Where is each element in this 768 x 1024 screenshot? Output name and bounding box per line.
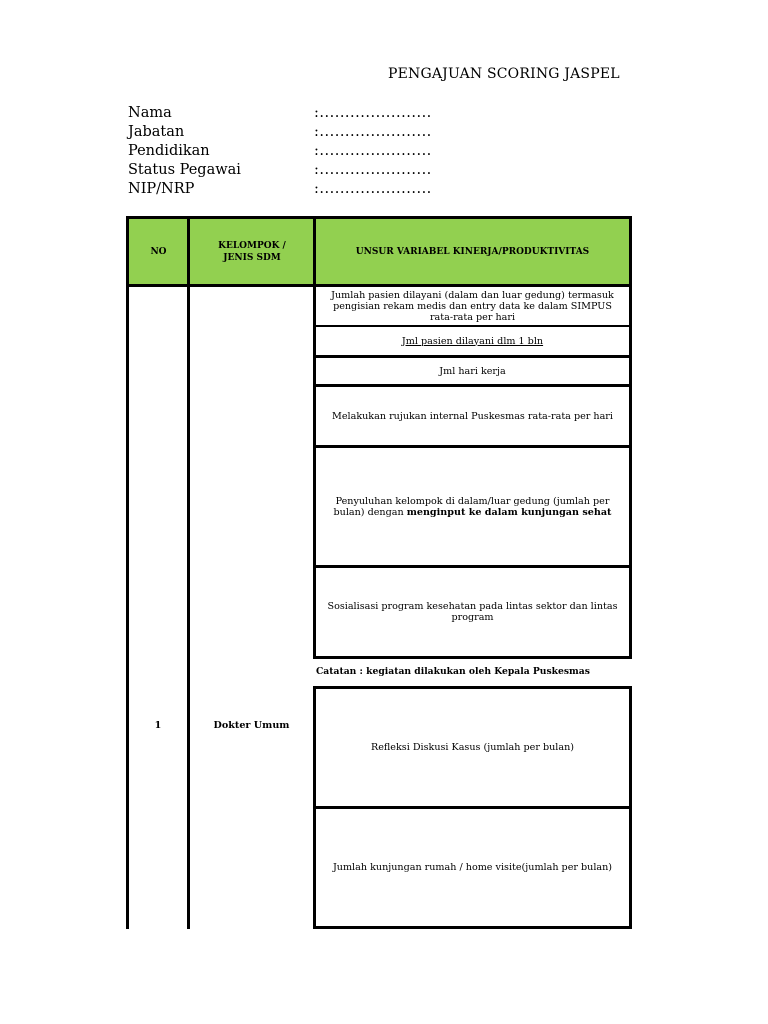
item-refleksi: Refleksi Diskusi Kasus (jumlah per bulan) xyxy=(370,742,574,753)
table-cell xyxy=(316,287,629,325)
item-jml-hari-kerja: Jml hari kerja xyxy=(439,365,506,377)
table-cell xyxy=(316,448,629,565)
table-border xyxy=(126,216,129,929)
field-label: Pendidikan xyxy=(128,143,210,159)
table-cell xyxy=(316,387,629,445)
field-pendidikan xyxy=(128,142,432,161)
table-cell xyxy=(316,568,629,656)
identity-fields xyxy=(128,104,432,199)
item-sosialisasi: Sosialisasi program kesehatan pada lintas sektor dan lintas program xyxy=(327,601,618,623)
field-nip-nrp xyxy=(128,180,432,199)
header-kelompok xyxy=(190,219,314,285)
table-cell xyxy=(316,358,629,384)
field-nama xyxy=(128,104,432,123)
field-status-pegawai xyxy=(128,161,432,180)
item-penyuluhan-bold: menginput ke dalam kunjungan sehat xyxy=(406,506,612,518)
table-border xyxy=(187,216,190,929)
table-cell xyxy=(316,809,629,926)
header-unsur xyxy=(316,219,629,285)
row-number: 1 xyxy=(154,720,162,731)
item-penyuluhan-text: Penyuluhan kelompok di dalam/luar gedung (jumlah per bulan) dengan xyxy=(333,495,610,518)
field-value: :...................... xyxy=(314,105,432,121)
table-border xyxy=(313,656,632,659)
field-label: Nama xyxy=(128,105,172,121)
table-cell xyxy=(316,327,629,355)
item-penyuluhan xyxy=(322,496,623,518)
field-value: :...................... xyxy=(314,143,432,159)
document-title: PENGAJUAN SCORING JASPEL xyxy=(388,66,620,82)
item-jumlah-pasien: Jumlah pasien dilayani (dalam dan luar gedung) termasuk pengisian rekam medis dan entry data ke dalam SIMPUS rata-rata per hari xyxy=(331,289,614,323)
note-text: Catatan : kegiatan dilakukan oleh Kepala Puskesmas xyxy=(316,666,590,677)
field-value: :...................... xyxy=(314,124,432,140)
header-kelompok-label: KELOMPOK / JENIS SDM xyxy=(218,241,286,263)
item-rujukan-internal: Melakukan rujukan internal Puskesmas rata-rata per hari xyxy=(332,410,613,422)
table-border xyxy=(629,216,632,658)
field-label: Jabatan xyxy=(128,124,185,140)
field-label: NIP/NRP xyxy=(128,181,195,197)
field-label: Status Pegawai xyxy=(128,162,241,178)
field-jabatan xyxy=(128,123,432,142)
header-no-label: NO xyxy=(150,247,167,257)
item-jml-pasien-bln: Jml pasien dilayani dlm 1 bln xyxy=(401,335,544,347)
item-kunjungan-rumah: Jumlah kunjungan rumah / home visite(jumlah per bulan) xyxy=(332,862,613,873)
field-value: :...................... xyxy=(314,181,432,197)
field-value: :...................... xyxy=(314,162,432,178)
header-unsur-label: UNSUR VARIABEL KINERJA/PRODUKTIVITAS xyxy=(355,247,590,257)
row-kelompok: Dokter Umum xyxy=(213,720,290,731)
table-cell xyxy=(316,689,629,806)
table-border xyxy=(313,926,632,929)
header-no xyxy=(129,219,188,285)
table-border xyxy=(126,216,632,219)
